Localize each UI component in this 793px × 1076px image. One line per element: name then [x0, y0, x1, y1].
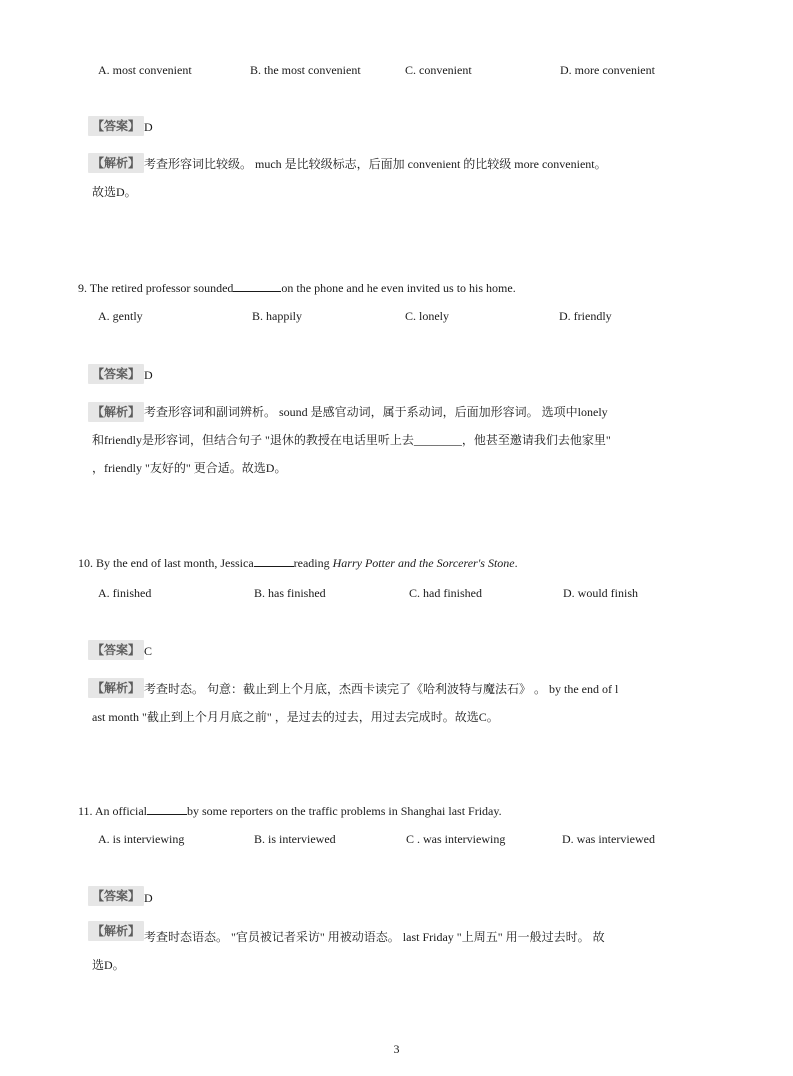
q10-stem-before: 10. By the end of last month, Jessica [78, 556, 254, 570]
q11-stem-after: by some reporters on the traffic problems in Shanghai last Friday. [187, 804, 502, 818]
q9-blank [233, 281, 281, 292]
q11-stem [78, 804, 502, 819]
q8-option-c: C. convenient [405, 63, 472, 77]
q10-option-b: B. has finished [254, 586, 326, 600]
q9-answer: D [144, 368, 153, 382]
q9-analysis [92, 398, 692, 482]
q10-book-title: Harry Potter and the Sorcerer's Stone [332, 556, 515, 570]
q11-answer: D [144, 891, 153, 905]
q11-blank [147, 804, 187, 815]
q9-option-a: A. gently [98, 309, 143, 323]
q10-analysis [92, 675, 692, 731]
q10-stem-after: reading [293, 556, 333, 570]
q11-stem-before: 11. An official [78, 804, 147, 818]
q11-analysis [92, 923, 692, 979]
q11-option-c: C . was interviewing [406, 832, 506, 846]
q9-answer-tag: 【答案】 [88, 364, 144, 384]
q8-analysis-line: 故选D。 [92, 185, 137, 199]
q11-answer-tag: 【答案】 [88, 886, 144, 906]
q11-option-a: A. is interviewing [98, 832, 185, 846]
q11-analysis-tag: 【解析】 [88, 921, 144, 941]
q8-analysis-tag: 【解析】 [88, 153, 144, 173]
q9-analysis-tag: 【解析】 [88, 402, 144, 422]
q8-analysis [92, 150, 692, 206]
q10-analysis-line: ast month "截止到上个月月底之前" ，是过去的过去，用过去完成时。故选C。 [92, 710, 499, 724]
q10-option-d: D. would finish [563, 586, 638, 600]
q8-option-d: D. more convenient [560, 63, 655, 77]
q10-stem-end: . [514, 556, 518, 570]
q8-option-a: A. most convenient [98, 63, 192, 77]
q10-stem [78, 556, 518, 571]
q10-blank [254, 556, 294, 567]
q8-answer-tag: 【答案】 [88, 116, 144, 136]
q11-analysis-line: 选D。 [92, 958, 125, 972]
q8-option-b: B. the most convenient [250, 63, 361, 77]
q11-option-d: D. was interviewed [562, 832, 655, 846]
q9-option-b: B. happily [252, 309, 302, 323]
q10-analysis-line: 考查时态。 句意：截止到上个月底，杰西卡读完了《哈利波特与魔法石》 。 by the end of l [144, 682, 619, 696]
q9-stem-before: 9. The retired professor sounded [78, 281, 234, 295]
page-number: 3 [393, 1042, 400, 1056]
q9-analysis-line: 和friendly是形容词，但结合句子 "退休的教授在电话里听上去________，他甚至邀请我们去他家里" [92, 433, 611, 447]
q10-option-a: A. finished [98, 586, 152, 600]
q9-option-c: C. lonely [405, 309, 449, 323]
q11-analysis-line: 考查时态语态。 "官员被记者采访" 用被动语态。 last Friday "上周五" 用一般过去时。 故 [144, 930, 605, 944]
q9-analysis-line: ，friendly "友好的" 更合适。故选D。 [92, 461, 287, 475]
q9-stem-after: on the phone and he even invited us to his home. [281, 281, 516, 295]
q8-answer: D [144, 120, 153, 134]
q10-analysis-tag: 【解析】 [88, 678, 144, 698]
q10-answer: C [144, 644, 153, 658]
q11-option-b: B. is interviewed [254, 832, 336, 846]
q9-analysis-line: 考查形容词和副词辨析。 sound 是感官动词，属于系动词，后面加形容词。 选项中lonely [144, 405, 608, 419]
q10-answer-tag: 【答案】 [88, 640, 144, 660]
q9-option-d: D. friendly [559, 309, 612, 323]
q9-stem [78, 281, 516, 296]
q8-analysis-line: 考查形容词比较级。 much 是比较级标志，后面加 convenient 的比较级 more convenient。 [144, 157, 607, 171]
q10-option-c: C. had finished [409, 586, 482, 600]
